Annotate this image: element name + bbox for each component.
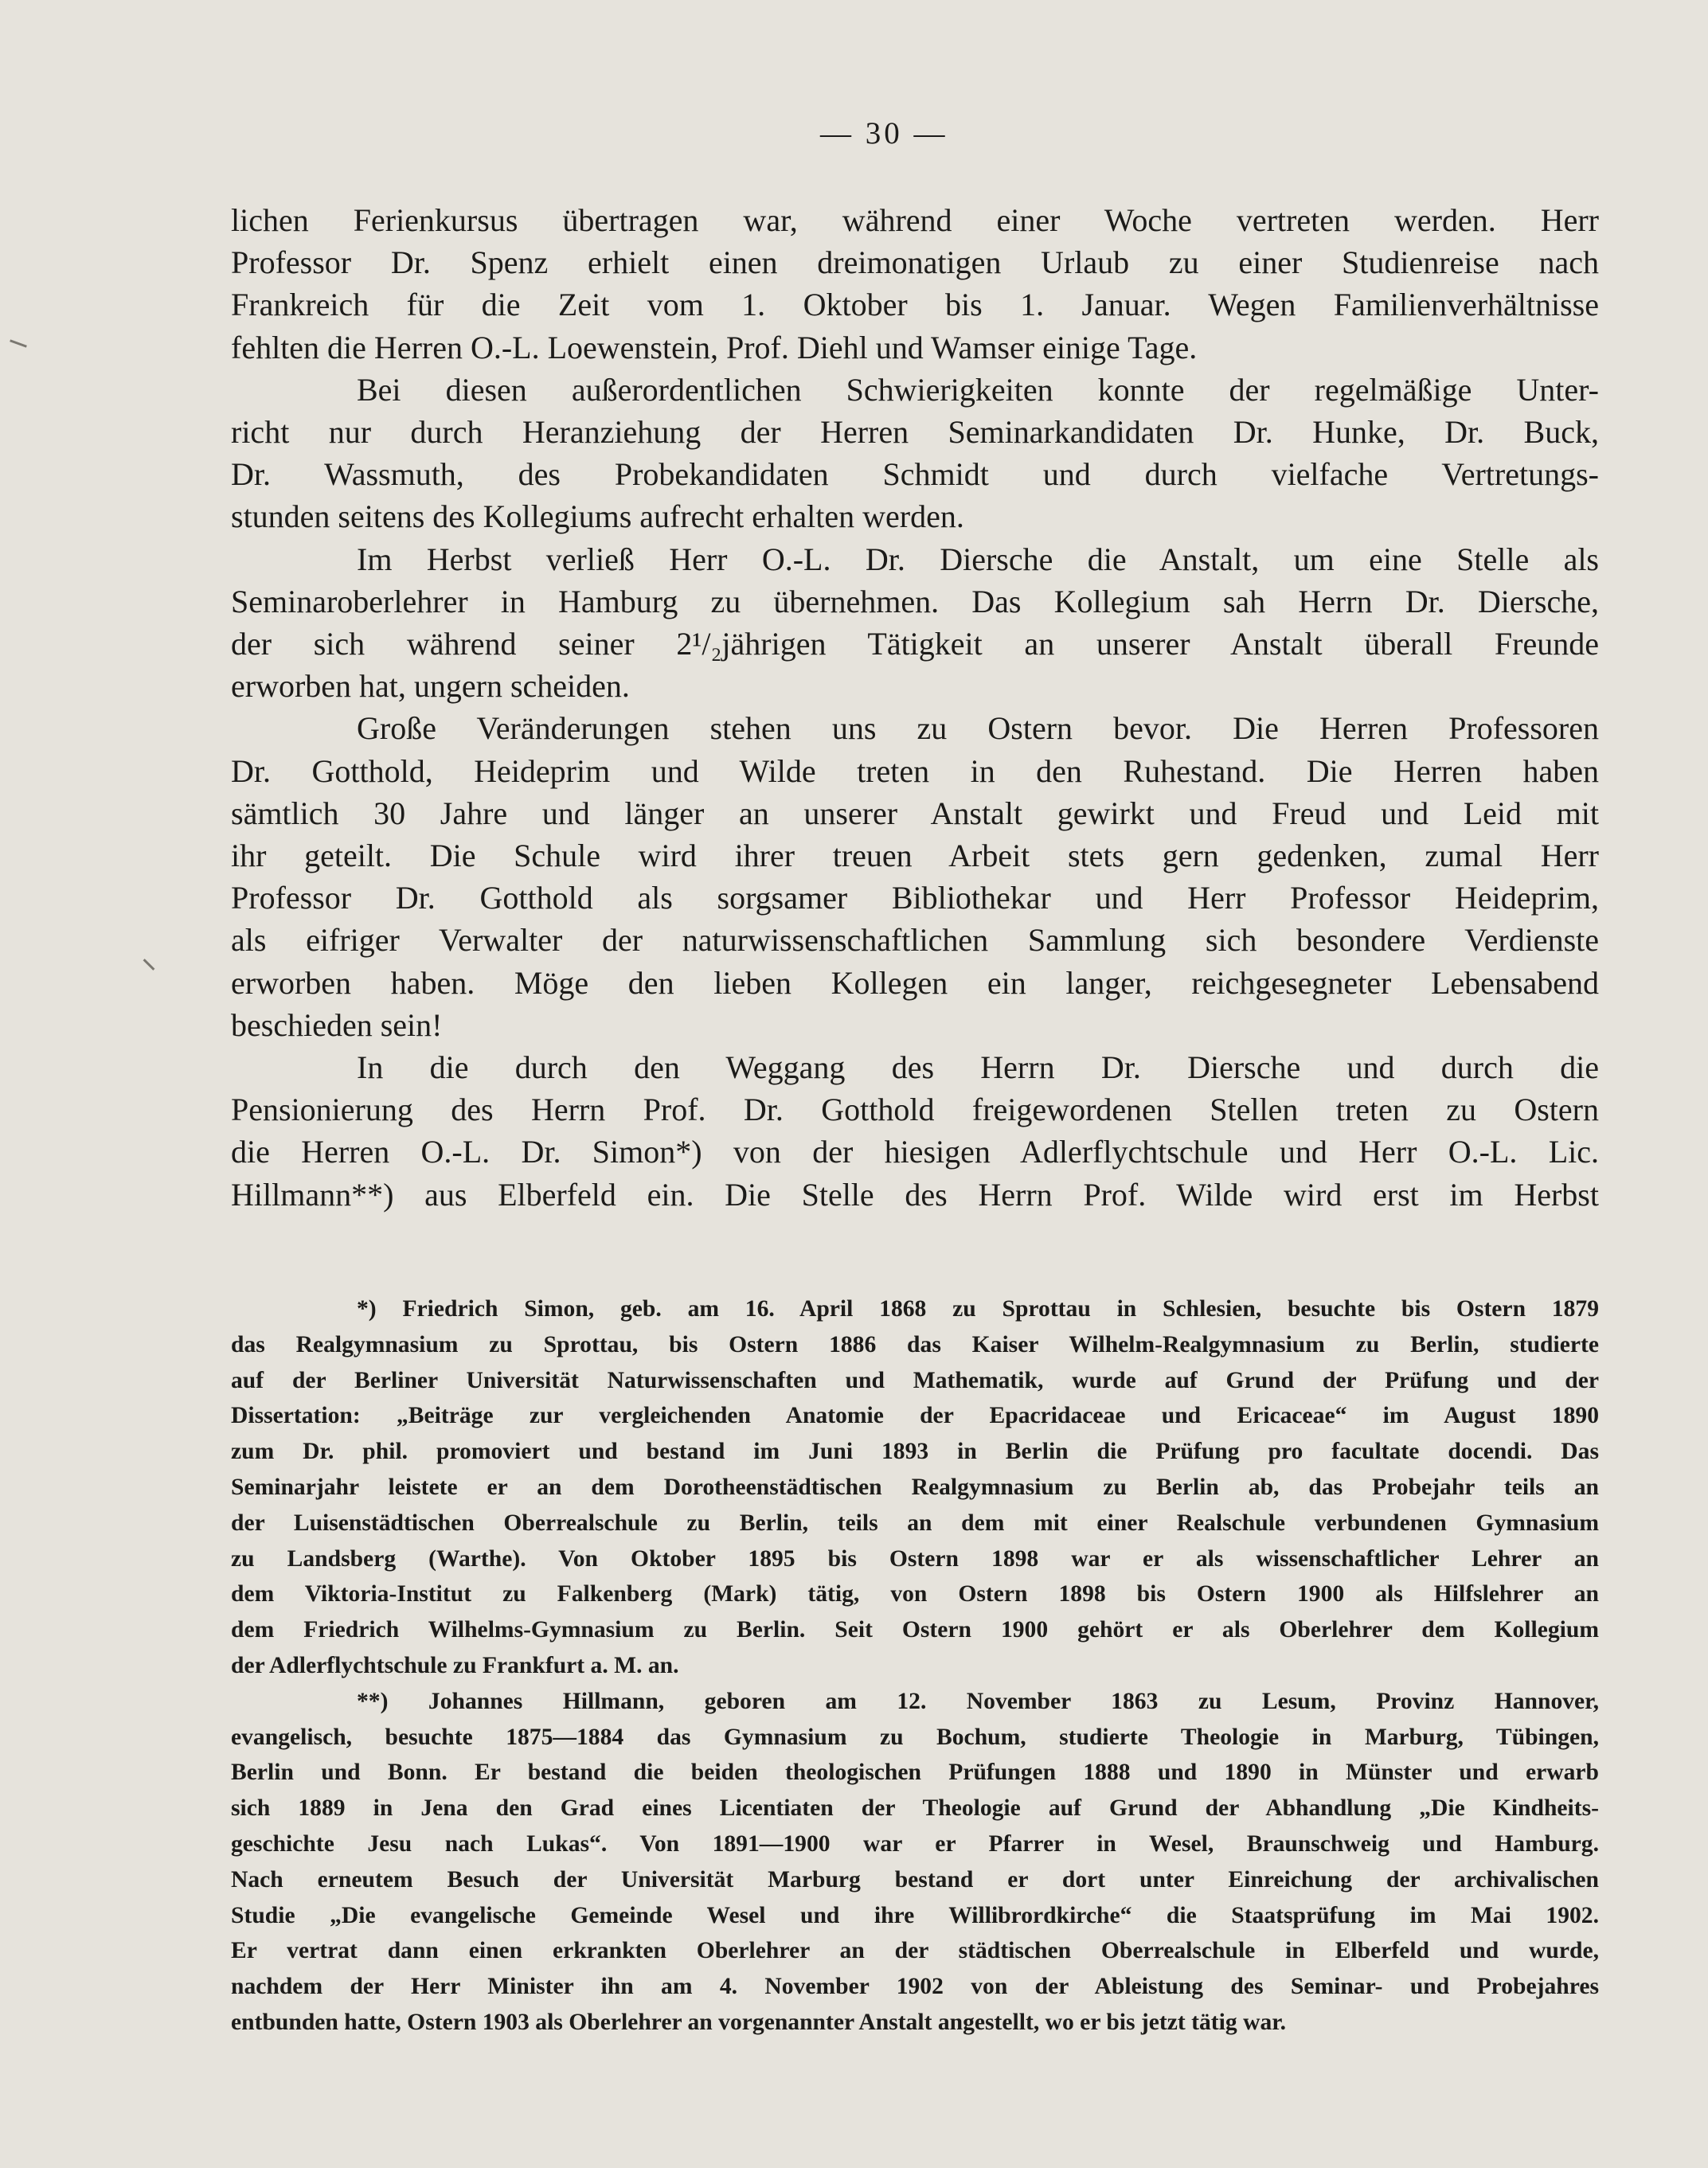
text-line: als eifriger Verwalter der naturwissenschaftlichen Sammlung sich besondere Verdienste (231, 922, 1599, 959)
footnote-line: Seminarjahr leistete er an dem Dorotheenstädtischen Realgymnasium zu Berlin ab, das Probejahr teils an (231, 1474, 1599, 1500)
text-line: der sich während seiner 2¹/₂jährigen Tätigkeit an unserer Anstalt überall Freunde (231, 626, 1599, 662)
footnote-line: sich 1889 in Jena den Grad eines Licentiaten der Theologie auf Grund der Abhandlung „Die Kindheits- (231, 1795, 1599, 1822)
text-line: ihr geteilt. Die Schule wird ihrer treuen Arbeit stets gern gedenken, zumal Herr (231, 838, 1599, 874)
footnote-line: das Realgymnasium zu Sprottau, bis Ostern 1886 das Kaiser Wilhelm-Realgymnasium zu Berlin, studierte (231, 1331, 1599, 1357)
text-line: Frankreich für die Zeit vom 1. Oktober bis 1. Januar. Wegen Familienverhältnisse (231, 287, 1599, 323)
footnote-line: *) Friedrich Simon, geb. am 16. April 1868 zu Sprottau in Schlesien, besuchte bis Ostern 1879 (357, 1296, 1599, 1322)
text-line: In die durch den Weggang des Herrn Dr. Diersche und durch die (357, 1049, 1599, 1086)
footnote (231, 1684, 1599, 2041)
text-line: fehlten die Herren O.-L. Loewenstein, Prof. Diehl und Wamser einige Tage. (231, 329, 1198, 365)
footnote-line: Dissertation: „Beiträge zur vergleichenden Anatomie der Epacridaceae und Ericaceae“ im August 1890 (231, 1403, 1599, 1429)
text-line: lichen Ferienkursus übertragen war, während einer Woche vertreten werden. Herr (231, 202, 1599, 238)
footnote-line: Er vertrat dann einen erkrankten Oberlehrer an der städtischen Oberrealschule in Elberfeld und wurde, (231, 1938, 1599, 1964)
text-line: Im Herbst verließ Herr O.-L. Dr. Diersche die Anstalt, um eine Stelle als (357, 541, 1599, 577)
footnote-line: dem Viktoria-Institut zu Falkenberg (Mark) tätig, von Ostern 1898 bis Ostern 1900 als Hilfslehrer an (231, 1581, 1599, 1607)
paragraph (231, 1046, 1599, 1216)
text-line: beschieden sein! (231, 1006, 443, 1043)
footnote-line: **) Johannes Hillmann, geboren am 12. November 1863 zu Lesum, Provinz Hannover, (357, 1688, 1599, 1714)
paragraph (231, 707, 1599, 1046)
text-line: sämtlich 30 Jahre und länger an unserer Anstalt gewirkt und Freud und Leid mit (231, 795, 1599, 831)
footnote-line: zu Landsberg (Warthe). Von Oktober 1895 bis Ostern 1898 war er als wissenschaftlicher Lehrer an (231, 1545, 1599, 1572)
footnote-line: der Adlerflychtschule zu Frankfurt a. M. an. (231, 1652, 679, 1678)
text-line: Große Veränderungen stehen uns zu Ostern bevor. Die Herren Professoren (357, 710, 1599, 747)
text-line: Seminaroberlehrer in Hamburg zu übernehmen. Das Kollegium sah Herrn Dr. Diersche, (231, 583, 1599, 619)
paragraph (231, 369, 1599, 538)
footnote-line: evangelisch, besuchte 1875—1884 das Gymnasium zu Bochum, studierte Theologie in Marburg, Tübingen, (231, 1724, 1599, 1750)
text-line: Dr. Wassmuth, des Probekandidaten Schmidt und durch vielfache Vertretungs- (231, 456, 1599, 493)
footnote-line: nachdem der Herr Minister ihn am 4. November 1902 von der Ableistung des Seminar- und Probejahres (231, 1974, 1599, 2000)
text-line: Bei diesen außerordentlichen Schwierigkeiten konnte der regelmäßige Unter- (357, 371, 1599, 408)
text-line: richt nur durch Heranziehung der Herren Seminarkandidaten Dr. Hunke, Dr. Buck, (231, 414, 1599, 451)
footnote-line: entbunden hatte, Ostern 1903 als Oberlehrer an vorgenannter Anstalt angestellt, wo er bis jetzt tätig war. (231, 2009, 1287, 2035)
footnote (231, 1291, 1599, 1684)
text-line: erworben hat, ungern scheiden. (231, 668, 630, 705)
scan-mark (143, 959, 155, 971)
footnote-line: auf der Berliner Universität Naturwissenschaften und Mathematik, wurde auf Grund der Prüfung und der (231, 1367, 1599, 1393)
footnotes (231, 1291, 1599, 2041)
text-line: die Herren O.-L. Dr. Simon*) von der hiesigen Adlerflychtschule und Herr O.-L. Lic. (231, 1134, 1599, 1170)
footnote-line: dem Friedrich Wilhelms-Gymnasium zu Berlin. Seit Ostern 1900 gehört er als Oberlehrer dem Kollegium (231, 1617, 1599, 1643)
scan-mark (10, 339, 27, 347)
text-line: Professor Dr. Spenz erhielt einen dreimonatigen Urlaub zu einer Studienreise nach (231, 244, 1599, 281)
footnote-line: geschichte Jesu nach Lukas“. Von 1891—1900 war er Pfarrer in Wesel, Braunschweig und Hamburg. (231, 1830, 1599, 1857)
footnote-line: Berlin und Bonn. Er bestand die beiden theologischen Prüfungen 1888 und 1890 in Münster und erwarb (231, 1760, 1599, 1786)
text-line: Pensionierung des Herrn Prof. Dr. Gotthold freigewordenen Stellen treten zu Ostern (231, 1092, 1599, 1128)
paragraph (231, 199, 1599, 369)
text-line: Hillmann**) aus Elberfeld ein. Die Stelle des Herrn Prof. Wilde wird erst im Herbst (231, 1176, 1599, 1213)
paragraph (231, 538, 1599, 708)
text-line: erworben haben. Möge den lieben Kollegen ein langer, reichgesegneter Lebensabend (231, 964, 1599, 1001)
footnote-line: zum Dr. phil. promoviert und bestand im Juni 1893 in Berlin die Prüfung pro facultate docendi. Das (231, 1439, 1599, 1465)
body-text (231, 199, 1599, 1216)
footnote-line: der Luisenstädtischen Oberrealschule zu Berlin, teils an dem mit einer Realschule verbundenen Gymnasium (231, 1510, 1599, 1536)
footnote-line: Studie „Die evangelische Gemeinde Wesel und ihre Willibrordkirche“ die Staatsprüfung im Mai 1902. (231, 1902, 1599, 1928)
footnote-line: Nach erneutem Besuch der Universität Marburg bestand er dort unter Einreichung der archivalischen (231, 1866, 1599, 1893)
page-number: — 30 — (820, 116, 948, 150)
text-line: stunden seitens des Kollegiums aufrecht erhalten werden. (231, 498, 964, 535)
text-line: Dr. Gotthold, Heideprim und Wilde treten in den Ruhestand. Die Herren haben (231, 752, 1599, 789)
text-line: Professor Dr. Gotthold als sorgsamer Bibliothekar und Herr Professor Heideprim, (231, 880, 1599, 916)
